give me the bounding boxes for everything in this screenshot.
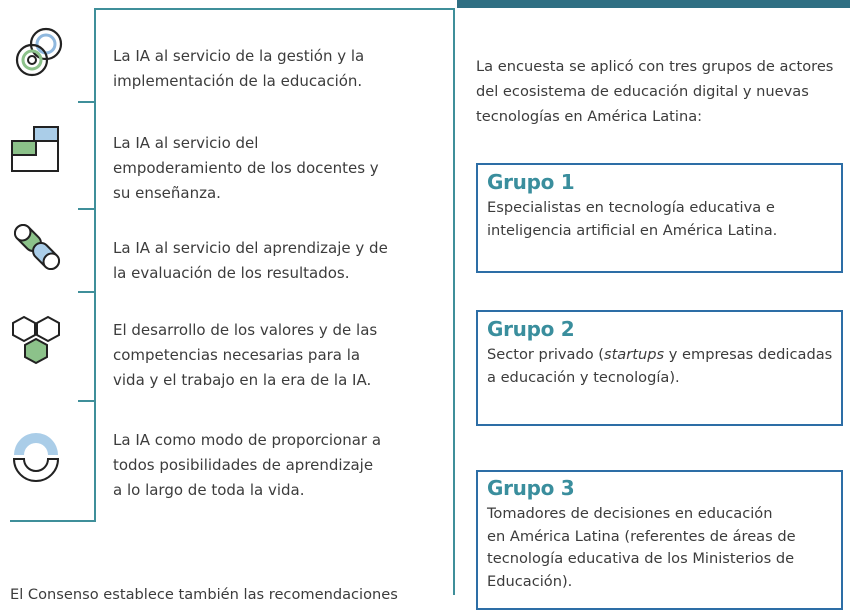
text-line: en América Latina (referentes de áreas de (487, 527, 796, 545)
frame-tick (78, 101, 96, 103)
group-1-title: Grupo 1 (487, 170, 575, 194)
text-line: inteligencia artificial en América Latina. (487, 221, 778, 239)
frame-right-line (453, 8, 455, 595)
text-line: El desarrollo de los valores y de las (113, 321, 378, 339)
startups-emphasis: startups (603, 346, 665, 363)
item-text (113, 236, 413, 286)
frame-tick (78, 291, 96, 293)
text-line: La IA al servicio del (113, 134, 259, 152)
text-line: tecnología educativa de los Ministerios de (487, 550, 795, 567)
text-line: La IA al servicio del aprendizaje y de (113, 239, 388, 257)
text-line (487, 344, 842, 367)
top-band (457, 0, 850, 8)
rings-icon (8, 24, 66, 82)
group-2-title: Grupo 2 (487, 317, 575, 341)
text-line: tecnologías en América Latina: (476, 108, 703, 125)
intro-paragraph (476, 54, 836, 129)
frame-bottom-line (10, 520, 96, 522)
text-line: competencias necesarias para la (113, 346, 361, 364)
text-line: La IA al servicio de la gestión y la (113, 47, 365, 65)
text-line: su enseñanza. (113, 184, 221, 202)
hexagons-icon (8, 315, 66, 373)
text-line: empoderamiento de los docentes y (113, 159, 379, 177)
text-line: del ecosistema de educación digital y nuevas (476, 83, 809, 100)
text-line: Especialistas en tecnología educativa e (487, 199, 775, 216)
text-line: a lo largo de toda la vida. (113, 481, 305, 499)
text-line: a educación y tecnología). (487, 368, 680, 386)
item-text (113, 428, 413, 503)
frame-left-line (94, 8, 96, 521)
text-fragment: Sector privado ( (487, 346, 604, 363)
group-2-description (487, 344, 842, 389)
capsules-icon (8, 218, 66, 276)
frame-tick (78, 400, 96, 402)
group-3-description (487, 503, 842, 593)
item-text (113, 131, 413, 206)
steps-icon (8, 124, 66, 182)
item-text (113, 44, 413, 94)
frame-tick (78, 208, 96, 210)
group-3-title: Grupo 3 (487, 476, 575, 500)
text-line: vida y el trabajo en la era de la IA. (113, 371, 372, 389)
text-line: Tomadores de decisiones en educación (487, 505, 773, 522)
text-line: todos posibilidades de aprendizaje (113, 456, 374, 474)
text-line: La encuesta se aplicó con tres grupos de actores (476, 58, 834, 75)
text-line: La IA como modo de proporcionar a (113, 431, 382, 449)
footer-paragraph: El Consenso establece también las recomendaciones (10, 586, 398, 603)
text-line: implementación de la educación. (113, 72, 363, 90)
text-fragment: y empresas dedicadas (664, 346, 833, 363)
text-line: Educación). (487, 572, 573, 590)
frame-top-line (96, 8, 455, 10)
item-text (113, 318, 413, 393)
text-line: la evaluación de los resultados. (113, 264, 350, 282)
half-circles-icon (8, 425, 66, 483)
group-1-description (487, 197, 842, 242)
